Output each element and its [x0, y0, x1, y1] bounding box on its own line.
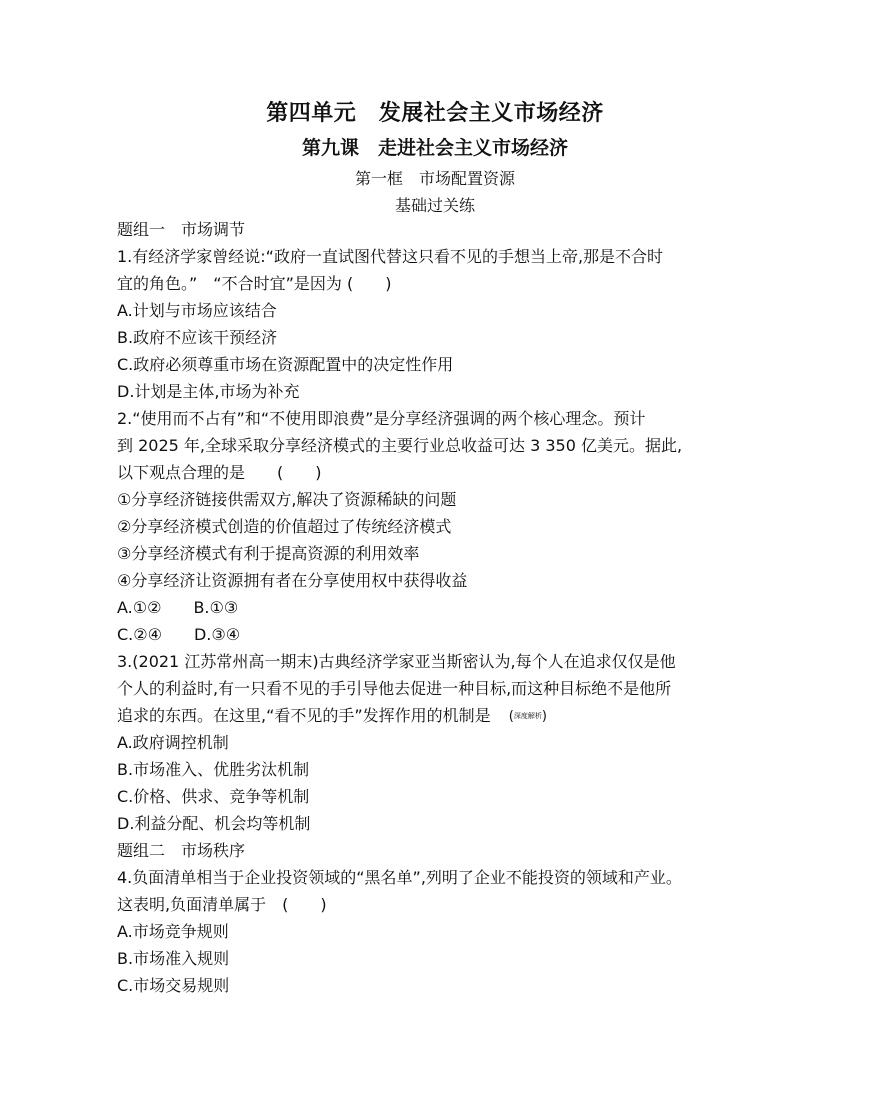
answer-option: D.利益分配、机会均等机制 [117, 814, 311, 833]
group-title: 题组二 市场秩序 [117, 841, 246, 860]
answer-option: A.市场竞争规则 [117, 922, 229, 941]
statement-item: ①分享经济链接供需双方,解决了资源稀缺的问题 [117, 490, 457, 509]
question-stem: 3.(2021 江苏常州高一期末)古典经济学家亚当斯密认为,每个人在追求仅仅是他 [117, 652, 676, 671]
answer-option: C.②④ [117, 625, 162, 644]
question-stem: 这表明,负面清单属于 ( ) [117, 895, 327, 914]
answer-option: B.市场准入规则 [117, 949, 230, 968]
question-stem: 宜的角色。” “不合时宜”是因为 ( ) [117, 274, 392, 293]
answer-option: C.政府必须尊重市场在资源配置中的决定性作用 [117, 355, 454, 374]
question-1 [117, 243, 767, 405]
question-stem: 追求的东西。在这里,“看不见的手”发挥作用的机制是 [117, 706, 491, 725]
statement-item: ③分享经济模式有利于提高资源的利用效率 [117, 544, 420, 563]
section-title: 基础过关练 [394, 196, 475, 215]
question-stem: 4.负面清单相当于企业投资领域的“黑名单”,列明了企业不能投资的领域和产业。 [117, 868, 682, 887]
answer-option: D.计划是主体,市场为补充 [117, 382, 300, 401]
answer-option: C.价格、供求、竞争等机制 [117, 787, 310, 806]
answer-option: A.政府调控机制 [117, 733, 229, 752]
unit-title: 第四单元 发展社会主义市场经济 [266, 101, 604, 126]
group-title: 题组一 市场调节 [117, 220, 246, 239]
answer-option: B.①③ [193, 598, 239, 617]
option-row [117, 621, 767, 648]
question-3 [117, 648, 767, 837]
answer-option: B.政府不应该干预经济 [117, 328, 278, 347]
frame-title: 第一框 市场配置资源 [354, 169, 515, 188]
question-stem: 以下观点合理的是 ( ) [117, 463, 322, 482]
question-4 [117, 864, 767, 999]
answer-option: A.①② [117, 598, 162, 617]
analysis-tag: 深度解析 [513, 712, 542, 720]
statement-item: ④分享经济让资源拥有者在分享使用权中获得收益 [117, 571, 468, 590]
question-stem: 2.“使用而不占有”和“不使用即浪费”是分享经济强调的两个核心理念。预计 [117, 409, 646, 428]
question-stem: 到 2025 年,全球采取分享经济模式的主要行业总收益可达 3 350 亿美元。据此, [117, 436, 683, 455]
question-stem-with-tag: 追求的东西。在这里,“看不见的手”发挥作用的机制是 (深度解析) [117, 706, 547, 725]
answer-option: B.市场准入、优胜劣汰机制 [117, 760, 310, 779]
question-2 [117, 405, 767, 648]
lesson-title: 第九课 走进社会主义市场经济 [301, 137, 568, 159]
question-content [117, 216, 767, 999]
statement-item: ②分享经济模式创造的价值超过了传统经济模式 [117, 517, 452, 536]
question-stem: 个人的利益时,有一只看不见的手引导他去促进一种目标,而这种目标绝不是他所 [117, 679, 672, 698]
answer-option: D.③④ [193, 625, 241, 644]
question-stem: 1.有经济学家曾经说:“政府一直试图代替这只看不见的手想当上帝,那是不合时 [117, 247, 664, 266]
answer-option: C.市场交易规则 [117, 976, 230, 995]
option-row [117, 594, 767, 621]
answer-option: A.计划与市场应该结合 [117, 301, 277, 320]
